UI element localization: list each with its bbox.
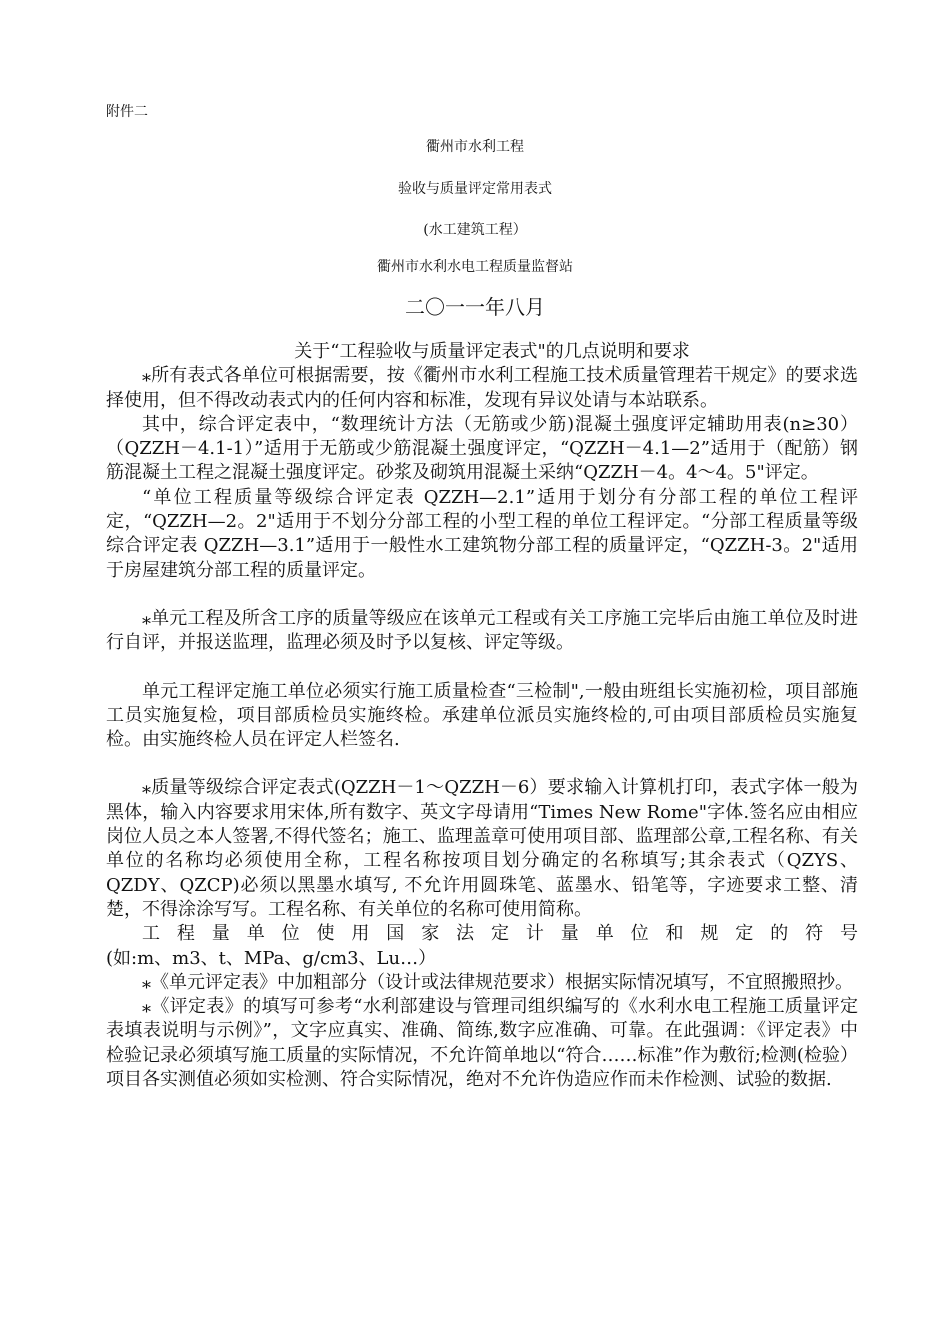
note-paragraph: “单位工程质量等级综合评定表 QZZH—2.1”适用于划分有分部工程的单位工程评定，“QZZH—2。2"适用于不划分分部工程的小型工程的单位工程评定。“分部工程质量等级综合评定表 QZZH—3.1”适用于一般性水工建筑物分部工程的质量评定，“QZZH-3。2"适用于房屋建筑分部工程的质量评定。 bbox=[106, 486, 858, 581]
title-line-3: (水工建筑工程） bbox=[423, 222, 527, 238]
note-paragraph: ⁎所有表式各单位可根据需要，按《衢州市水利工程施工技术质量管理若干规定》的要求选择使用，但不得改动表式内的任何内容和标准，发现有异议处请与本站联系。 bbox=[106, 365, 858, 411]
note-paragraph: 单元工程评定施工单位必须实行施工质量检查“三检制",一般由班组长实施初检，项目部施工员实施复检，项目部质检员实施终检。承建单位派员实施终检的,可由项目部质检员实施复检。由实施终检人员在评定人栏签名. bbox=[106, 680, 858, 751]
note-paragraph: ⁎《评定表》的填写可参考“水利部建设与管理司组织编写的《水利水电工程施工质量评定表填表说明与示例》”，文字应真实、准确、简练,数字应准确、可靠。在此强调：《评定表》中检验记录必须填写施工质量的实际情况，不允许简单地以“符合……标准”作为敷衍;检测(检验）项目各实测值必须如实检测、符合实际情况，绝对不允许伪造应作而未作检测、试验的数据. bbox=[106, 996, 858, 1091]
attachment-label: 附件二 bbox=[106, 104, 148, 120]
notes-heading: 关于“工程验收与质量评定表式"的几点说明和要求 bbox=[294, 341, 690, 362]
notes-body bbox=[106, 340, 858, 1092]
note-paragraph: 工 程 量 单 位 使 用 国 家 法 定 计 量 单 位 和 规 定 的 符 号 bbox=[142, 923, 858, 945]
note-paragraph: (如:m、m3、t、MPa、g/cm3、Lu…） bbox=[106, 947, 437, 969]
note-paragraph: ⁎单元工程及所含工序的质量等级应在该单元工程或有关工序施工完毕后由施工单位及时进行自评，并报送监理，监理必须及时予以复核、评定等级。 bbox=[106, 607, 858, 654]
note-paragraph: 其中，综合评定表中，“数理统计方法（无筋或少筋)混凝土强度评定辅助用表(n≥30） （QZZH－4.1-1）”适用于无筋或少筋混凝土强度评定，“QZZH－4.1—2”适用于（配筋）钢筋混凝土工程之混凝土强度评定。砂浆及砌筑用混凝土采纳“QZZH－4。4～4。5"评定。 bbox=[106, 413, 858, 484]
title-line-2: 验收与质量评定常用表式 bbox=[398, 181, 552, 197]
issuer-line: 衢州市水利水电工程质量监督站 bbox=[377, 259, 573, 275]
publish-date: 二〇一一年八月 bbox=[405, 295, 545, 319]
title-line-1: 衢州市水利工程 bbox=[426, 139, 524, 155]
note-paragraph: ⁎《单元评定表》中加粗部分（设计或法律规范要求）根据实际情况填写，不宜照搬照抄。 bbox=[142, 971, 853, 993]
note-paragraph: ⁎质量等级综合评定表式(QZZH－1～QZZH－6）要求输入计算机打印，表式字体一般为黑体，输入内容要求用宋体,所有数字、英文字母请用“Times New Rome"字体.签名应由相应岗位人员之本人签署,不得代签名；施工、监理盖章可使用项目部、监理部公章,工程名称、有关单位的名称均必须使用全称，工程名称按项目划分确定的名称填写;其余表式（QZYS、QZDY、QZCP)必须以黑墨水填写, 不允许用圆珠笔、蓝墨水、铅笔等，字迹要求工整、清楚，不得涂涂写写。工程名称、有关单位的名称可使用简称。 bbox=[106, 777, 858, 920]
